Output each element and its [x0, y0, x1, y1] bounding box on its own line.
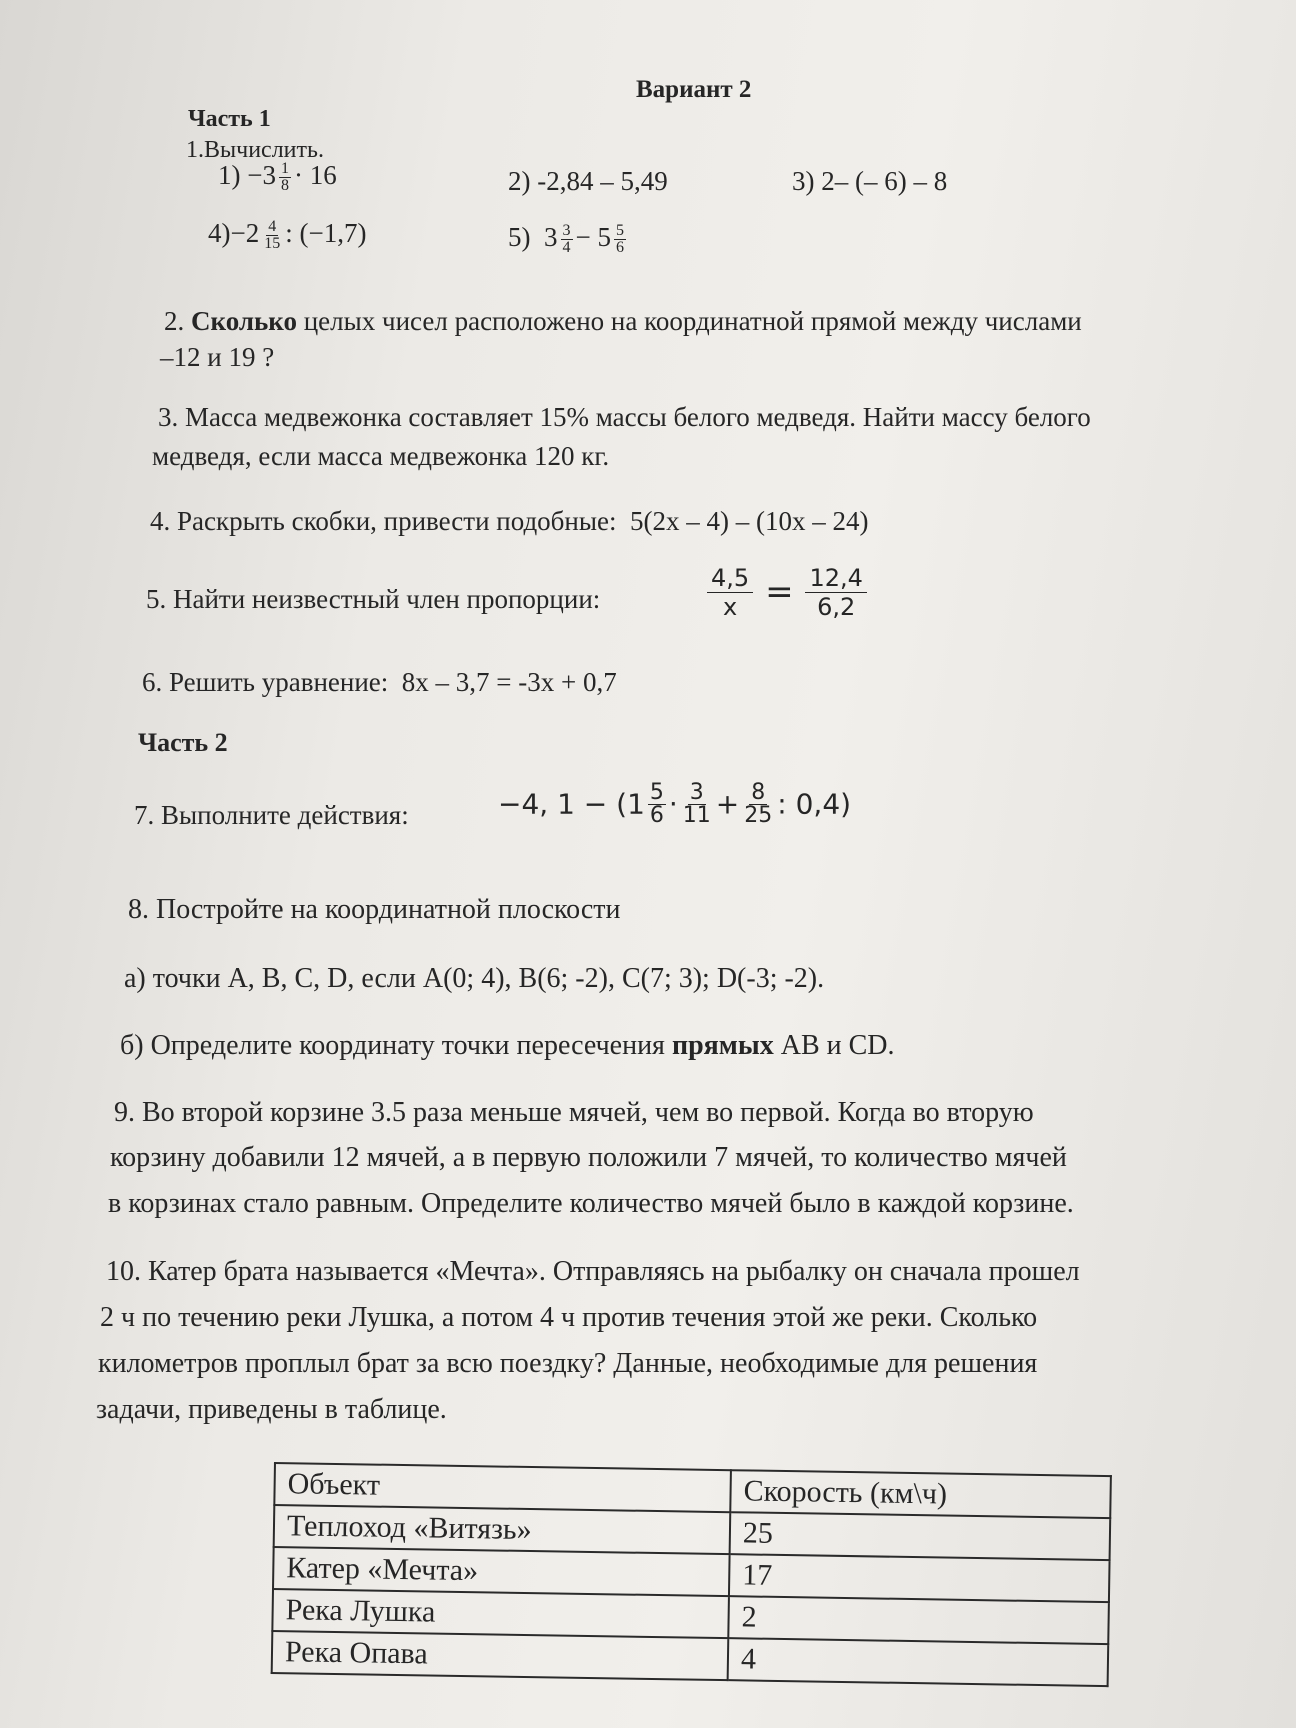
- table-cell: 17: [729, 1554, 1110, 1602]
- task6: 6. Решить уравнение: 8x – 3,7 = -3x + 0,7: [142, 667, 617, 697]
- fraction: $\frac{4,5}{x}$: [707, 564, 753, 621]
- fraction: $\frac{3}{11}$: [682, 780, 711, 828]
- task1-title: 1.Вычислить.: [186, 137, 324, 163]
- fraction: $\frac{12,4}{6,2}$: [805, 564, 866, 621]
- task10-line1: 10. Катер брата называется «Мечта». Отправляясь на рыбалку он сначала прошел: [106, 1256, 1080, 1287]
- task9-line1: 9. Во второй корзине 3.5 раза меньше мячей, чем во первой. Когда во вторую: [114, 1097, 1034, 1128]
- table-cell: Река Лушка: [272, 1589, 729, 1638]
- table-cell: 2: [728, 1596, 1109, 1644]
- fraction: $\frac{5}{6}$: [649, 780, 664, 828]
- fraction: $\frac{8}{25}$: [744, 780, 773, 828]
- table-cell: 4: [728, 1638, 1109, 1686]
- task8-title: 8. Постройте на координатной плоскости: [128, 894, 621, 925]
- task10-line4: задачи, приведены в таблице.: [96, 1394, 447, 1425]
- task8-a: а) точки A, B, C, D, если A(0; 4), B(6; -2), C(7; 3); D(-3; -2).: [124, 963, 825, 994]
- task9-line2: корзину добавили 12 мячей, а в первую положили 7 мячей, то количество мячей: [110, 1142, 1067, 1173]
- part2-heading: Часть 2: [138, 728, 228, 757]
- table-cell: 25: [730, 1512, 1111, 1560]
- fraction: $\frac{4}{15}$: [264, 218, 281, 253]
- task9-line3: в корзинах стало равным. Определите количество мячей было в каждой корзине.: [108, 1188, 1074, 1219]
- task1-item4: 4)−2 $\frac{4}{15}$ : (−1,7): [208, 218, 367, 253]
- table-header-cell: Скорость (км\ч): [730, 1470, 1111, 1518]
- task5-text: 5. Найти неизвестный член пропорции:: [146, 584, 601, 614]
- task1-item3: 3) 2– (– 6) – 8: [792, 166, 948, 196]
- task1-item1: 1) −3 $\frac{1}{8}$ · 16: [218, 160, 337, 195]
- table-cell: Река Опава: [272, 1631, 729, 1680]
- task5-proportion: $\frac{4,5}{x}$ = $\frac{12,4}{6,2}$: [704, 564, 870, 621]
- table-cell: Катер «Мечта»: [273, 1547, 730, 1596]
- task7-text: 7. Выполните действия:: [134, 800, 409, 830]
- task1-item5: 5) 3 $\frac{3}{4}$ − 5 $\frac{5}{6}$: [508, 222, 624, 257]
- task7-expression: −4, 1 − (1 $\frac{5}{6}$ · $\frac{3}{11}$ + $\frac{8}{25}$ : 0,4): [498, 780, 852, 828]
- task8-b: б) Определите координату точки пересечения прямых AB и CD.: [120, 1030, 895, 1061]
- part1-heading: Часть 1: [188, 106, 271, 132]
- fraction: $\frac{3}{4}$: [562, 222, 571, 257]
- fraction: $\frac{5}{6}$: [615, 222, 624, 257]
- variant-title: Вариант 2: [636, 76, 752, 103]
- table-cell: Теплоход «Витязь»: [274, 1505, 731, 1554]
- task3-line1: 3. Масса медвежонка составляет 15% массы белого медведя. Найти массу белого: [158, 402, 1091, 432]
- task2-line2: –12 и 19 ?: [160, 342, 275, 372]
- table-header-cell: Объект: [274, 1463, 731, 1512]
- task2-line1: 2. Сколько целых чисел расположено на координатной прямой между числами: [164, 306, 1082, 336]
- speed-table: [271, 1462, 1112, 1687]
- task3-line2: медведя, если масса медвежонка 120 кг.: [152, 441, 610, 471]
- task10-line2: 2 ч по течению реки Лушка, а потом 4 ч против течения этой же реки. Сколько: [100, 1302, 1038, 1333]
- task4: 4. Раскрыть скобки, привести подобные: 5(2x – 4) – (10x – 24): [150, 506, 869, 536]
- task10-line3: километров проплыл брат за всю поездку? Данные, необходимые для решения: [98, 1348, 1038, 1379]
- fraction: $\frac{1}{8}$: [280, 160, 289, 195]
- task1-item2: 2) -2,84 – 5,49: [508, 166, 668, 196]
